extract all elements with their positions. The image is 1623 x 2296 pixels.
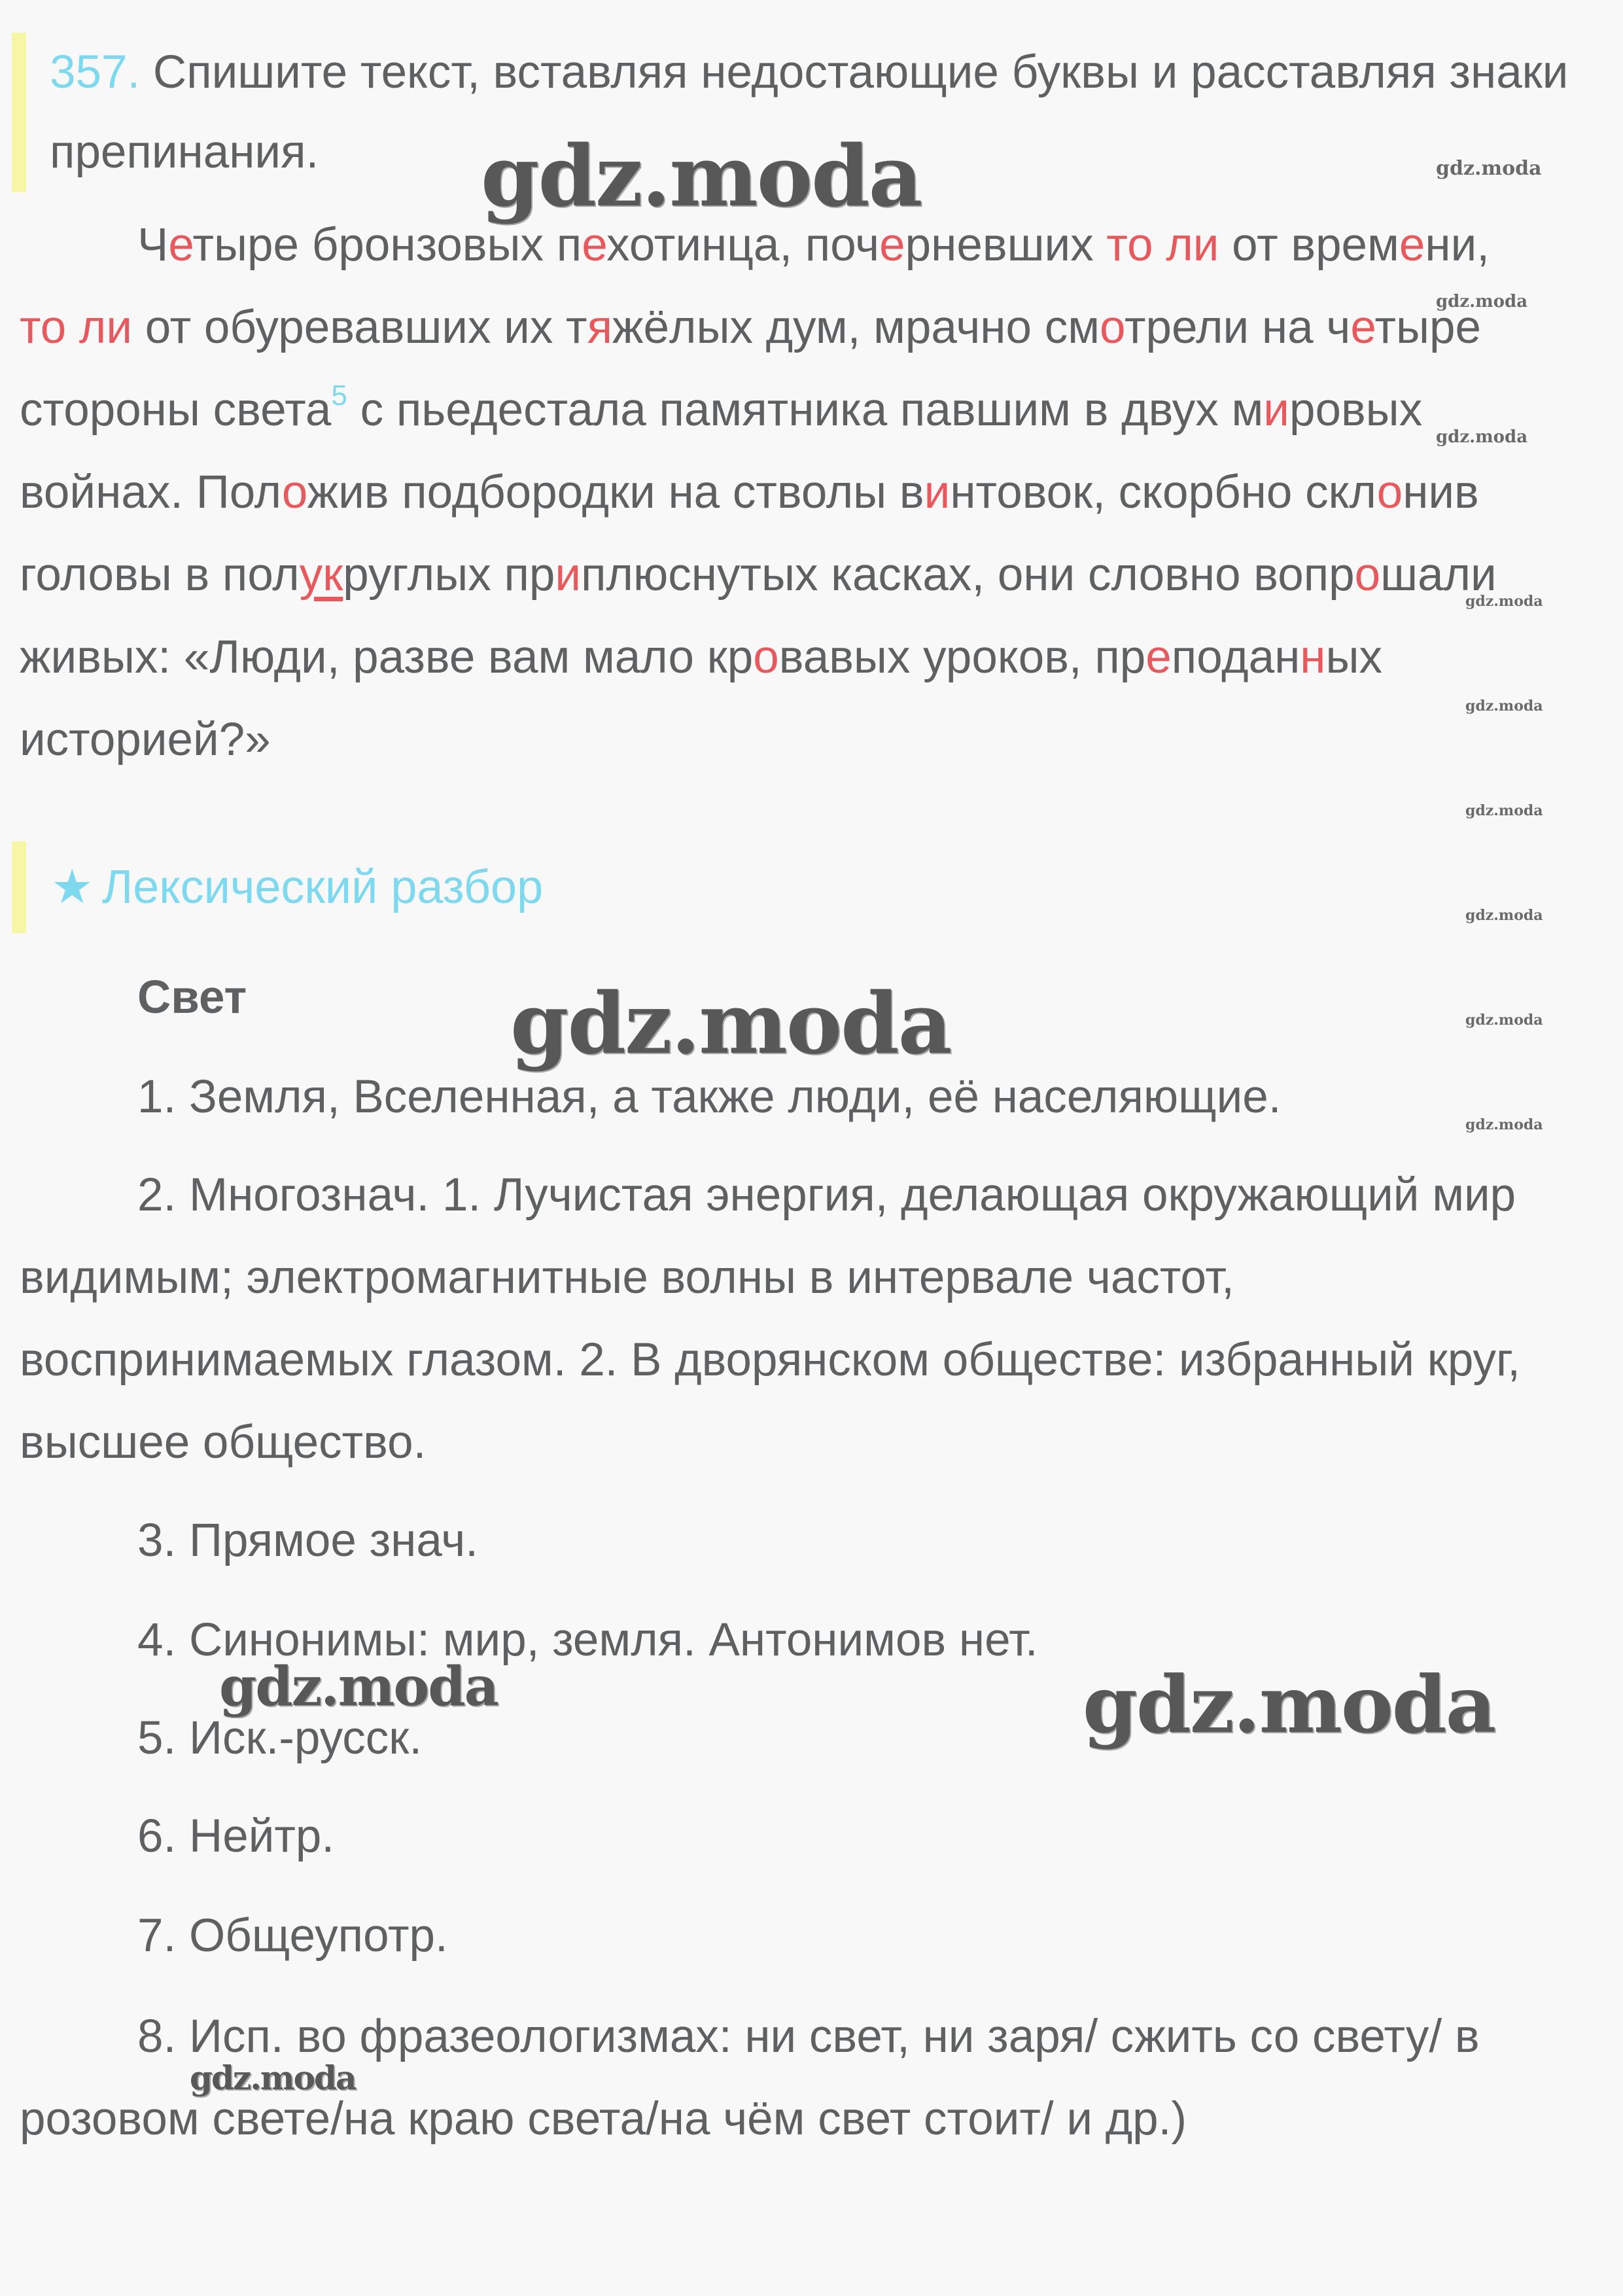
exercise-text xyxy=(20,204,1596,781)
watermark-small: gdz.moda xyxy=(1465,1116,1543,1133)
inserted-letter: е xyxy=(1145,631,1172,683)
text-fragment: шали живых: «Люди, разве вам мало кр xyxy=(20,549,1497,683)
inserted-letter: е xyxy=(582,219,607,271)
watermark-small: gdz.moda xyxy=(1465,698,1543,715)
watermark-small: gdz.moda xyxy=(1436,427,1528,447)
inserted-letter: о xyxy=(1354,549,1381,601)
inserted-particle: то ли xyxy=(1106,219,1219,271)
inserted-letter: о xyxy=(1100,302,1125,353)
inserted-letter: и xyxy=(555,549,582,601)
task-instruction: Спишите текст, вставляя недостающие буквы и расставляя знаки препинания. xyxy=(50,46,1569,178)
watermark-small: gdz.moda xyxy=(1436,292,1528,311)
text-fragment: тыре стороны света xyxy=(20,302,1482,436)
lexical-item-text: 8. Исп. во фразеологизмах: ни свет, ни заря/ сжить со свету/ в розовом свете/на краю света/на чём свет стоит/ и др.) xyxy=(20,2011,1480,2145)
watermark-logo: gdz.moda xyxy=(510,975,951,1073)
task-number: 357. xyxy=(50,46,141,98)
watermark-small: gdz.moda xyxy=(1436,157,1542,180)
lexical-item-3 xyxy=(20,1505,1596,1577)
text-fragment: плюснутых касках, они словно вопр xyxy=(581,549,1355,601)
text-fragment: от обуревавших их т xyxy=(132,302,587,353)
inserted-particle: то ли xyxy=(20,302,133,353)
watermark-logo: gdz.moda xyxy=(1083,1659,1495,1751)
lexical-item-text: 5. Иск.-русск. xyxy=(137,1712,423,1764)
inserted-letter: о xyxy=(281,467,307,518)
text-fragment: тыре бронзовых п xyxy=(192,219,582,271)
watermark-small: gdz.moda xyxy=(1465,802,1543,819)
watermark-logo: gdz.moda xyxy=(219,1655,498,1718)
inserted-letter: е xyxy=(168,219,193,271)
text-fragment: подан xyxy=(1171,631,1300,683)
text-fragment: вавых уроков, пр xyxy=(778,631,1146,683)
inserted-letter: е xyxy=(1399,219,1425,271)
inserted-letter: и xyxy=(1263,384,1289,436)
inserted-letter: е xyxy=(879,219,905,271)
text-fragment: рневших xyxy=(905,219,1107,271)
lexical-item-text: 6. Нейтр. xyxy=(137,1810,335,1862)
text-fragment: от врем xyxy=(1219,219,1399,271)
watermark-small: gdz.moda xyxy=(1465,1012,1543,1029)
star-icon: ★ xyxy=(51,861,94,913)
text-fragment: хотинца, поч xyxy=(606,219,880,271)
text-fragment: ровых войнах. Пол xyxy=(20,384,1423,518)
inserted-letter: и xyxy=(924,467,951,518)
footnote-marker[interactable]: 5 xyxy=(331,380,347,412)
lexical-item-text: 7. Общеупотр. xyxy=(137,1910,448,1962)
lexical-word: Свет xyxy=(137,972,247,1023)
inserted-letter: н xyxy=(1300,631,1326,683)
lexical-item-6 xyxy=(20,1801,1596,1873)
text-fragment: Ч xyxy=(137,219,169,271)
inserted-prefix: ук xyxy=(299,549,343,601)
section-title: Лексический разбор xyxy=(102,861,544,913)
text-fragment: ых историей?» xyxy=(20,631,1383,766)
text-fragment: нив головы в пол xyxy=(20,467,1479,601)
lexical-item-text: 2. Многознач. 1. Лучистая энергия, делающая окружающий мир видимым; электромагнитные волны в интервале частот, воспринимаемых глазом. 2. В дворянском обществе: избранный круг, высшее общество. xyxy=(20,1169,1521,1468)
text-fragment: трели на ч xyxy=(1124,302,1351,353)
lexical-item-2 xyxy=(20,1154,1596,1484)
inserted-letter: о xyxy=(1376,467,1403,518)
watermark-logo: gdz.moda xyxy=(481,128,922,226)
text-fragment: руглых пр xyxy=(343,549,555,601)
lexical-item-text: 3. Прямое знач. xyxy=(137,1515,479,1566)
text-fragment: жив подбородки на стволы в xyxy=(307,467,924,518)
watermark-small: gdz.moda xyxy=(1465,593,1543,610)
watermark-small: gdz.moda xyxy=(1465,907,1543,924)
text-fragment: ни, xyxy=(1425,219,1490,271)
lexical-item-7 xyxy=(20,1900,1596,1972)
inserted-letter: е xyxy=(1350,302,1375,353)
lexical-item-text: 1. Земля, Вселенная, а также люди, её населяющие. xyxy=(137,1071,1282,1123)
text-fragment: с пьедестала памятника павшим в двух м xyxy=(347,384,1264,436)
text-fragment: нтовок, скорбно скл xyxy=(950,467,1377,518)
inserted-letter: о xyxy=(753,631,779,683)
lexical-item-text: 4. Синонимы: мир, земля. Антонимов нет. xyxy=(137,1614,1038,1666)
text-fragment: жёлых дум, мрачно см xyxy=(612,302,1100,353)
section-header xyxy=(12,841,1623,933)
watermark-logo: gdz.moda xyxy=(190,2058,356,2097)
inserted-letter: я xyxy=(587,302,613,353)
